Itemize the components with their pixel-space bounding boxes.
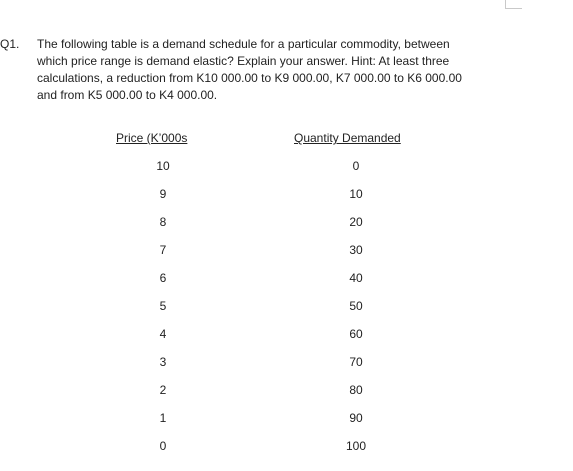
question-line: The following table is a demand schedule for a particular commodity, between (37, 37, 450, 51)
quantity-cell: 50 (349, 299, 363, 313)
price-cell: 4 (159, 327, 167, 341)
price-cell: 0 (159, 439, 167, 453)
quantity-cell: 60 (349, 327, 363, 341)
quantity-cell: 20 (349, 215, 363, 229)
price-cell: 10 (156, 159, 170, 173)
quantity-cell: 80 (349, 383, 363, 397)
price-cell: 9 (159, 187, 167, 201)
price-cell: 7 (159, 243, 167, 257)
quantity-cell: 30 (349, 243, 363, 257)
question-line: calculations, a reduction from K10 000.00 to K9 000.00, K7 000.00 to K6 000.00 (37, 71, 462, 85)
quantity-cell: 10 (349, 187, 363, 201)
price-cell: 1 (159, 411, 167, 425)
price-cell: 6 (159, 271, 167, 285)
quantity-cell: 70 (349, 355, 363, 369)
price-cell: 2 (159, 383, 167, 397)
quantity-cell: 40 (349, 271, 363, 285)
price-cell: 3 (159, 355, 167, 369)
question-number: Q1. (0, 37, 20, 51)
quantity-cell: 90 (349, 411, 363, 425)
price-cell: 8 (159, 215, 167, 229)
price-column-header: Price (K’000s (116, 131, 188, 145)
quantity-cell: 0 (352, 159, 360, 173)
page-corner-marker (505, 0, 522, 9)
question-line: which price range is demand elastic? Explain your answer. Hint: At least three (37, 54, 450, 68)
price-cell: 5 (159, 299, 167, 313)
question-line: and from K5 000.00 to K4 000.00. (37, 88, 218, 102)
quantity-column-header: Quantity Demanded (294, 131, 401, 145)
question-text (37, 36, 517, 104)
quantity-cell: 100 (345, 439, 367, 453)
